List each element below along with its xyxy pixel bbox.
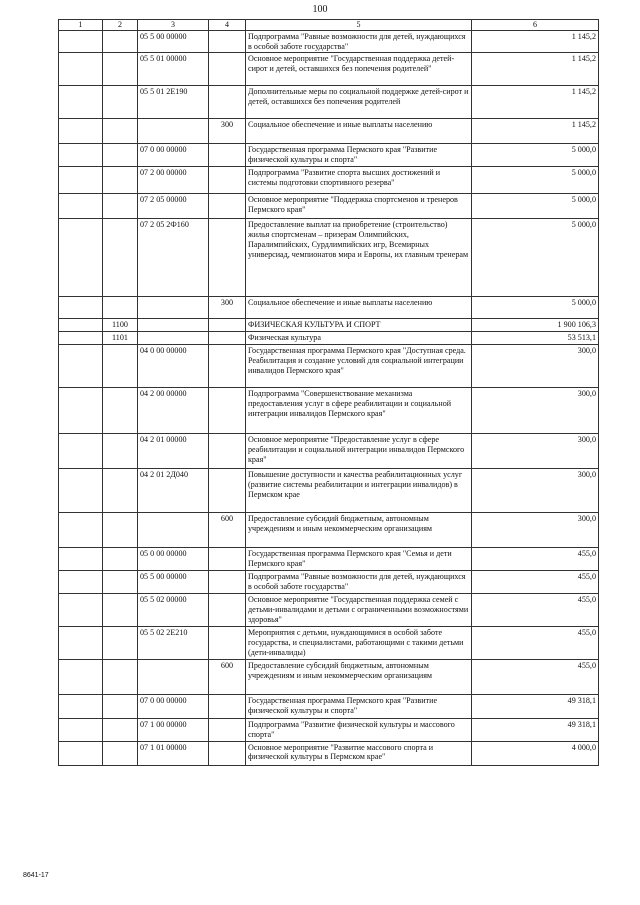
cell-amount: 300,0: [472, 469, 599, 513]
table-row: [59, 345, 599, 388]
header-cell-4: 4: [209, 20, 246, 31]
cell-amount: 455,0: [472, 571, 599, 594]
cell-expense-type: [209, 194, 246, 219]
cell-amount: 1 900 106,3: [472, 319, 599, 332]
cell-code: 05 5 00 00000: [138, 571, 209, 594]
cell-blank: [59, 741, 103, 765]
cell-blank: [59, 332, 103, 345]
cell-amount: 5 000,0: [472, 144, 599, 167]
cell-section: 1100: [103, 319, 138, 332]
cell-code: 04 0 00 00000: [138, 345, 209, 388]
cell-name: Мероприятия с детьми, нуждающимися в особой заботе государства, и специалистами, работающими с такими детьми (дети-инвалиды): [246, 626, 472, 659]
cell-code: 05 5 01 00000: [138, 53, 209, 86]
cell-code: [138, 513, 209, 548]
cell-expense-type: [209, 86, 246, 119]
table-row: [59, 741, 599, 765]
cell-amount: 1 145,2: [472, 86, 599, 119]
table-row: [59, 548, 599, 571]
cell-code: 07 2 05 00000: [138, 194, 209, 219]
header-cell-6: 6: [472, 20, 599, 31]
cell-blank: [59, 434, 103, 469]
cell-expense-type: [209, 434, 246, 469]
cell-amount: 5 000,0: [472, 194, 599, 219]
cell-expense-type: [209, 741, 246, 765]
cell-expense-type: [209, 53, 246, 86]
cell-expense-type: [209, 626, 246, 659]
table-row: [59, 53, 599, 86]
table-row: [59, 434, 599, 469]
table-row: [59, 626, 599, 659]
cell-code: 07 2 00 00000: [138, 167, 209, 194]
cell-name: Дополнительные меры по социальной поддержке детей-сирот и детей, оставшихся без попечения родителей: [246, 86, 472, 119]
table-row: [59, 694, 599, 718]
cell-amount: 455,0: [472, 659, 599, 694]
cell-section: [103, 53, 138, 86]
cell-name: ФИЗИЧЕСКАЯ КУЛЬТУРА И СПОРТ: [246, 319, 472, 332]
cell-section: [103, 626, 138, 659]
table-header-row: [59, 20, 599, 31]
cell-name: Основное мероприятие "Развитие массового спорта и физической культуры в Пермском крае": [246, 741, 472, 765]
table-row: [59, 571, 599, 594]
cell-expense-type: [209, 694, 246, 718]
table-row: [59, 388, 599, 434]
cell-section: [103, 718, 138, 741]
cell-name: Основное мероприятие "Государственная поддержка детей-сирот и детей, оставшихся без попечения родителей": [246, 53, 472, 86]
cell-code: [138, 659, 209, 694]
cell-name: Государственная программа Пермского края "Доступная среда. Реабилитация и создание условий для социальной интеграции инвалидов Пермского края": [246, 345, 472, 388]
header-cell-2: 2: [103, 20, 138, 31]
cell-blank: [59, 626, 103, 659]
cell-amount: 455,0: [472, 626, 599, 659]
cell-amount: 5 000,0: [472, 167, 599, 194]
cell-expense-type: [209, 332, 246, 345]
table-row: [59, 119, 599, 144]
cell-amount: 1 145,2: [472, 30, 599, 53]
cell-code: 05 5 02 2Е210: [138, 626, 209, 659]
cell-blank: [59, 513, 103, 548]
cell-code: [138, 119, 209, 144]
cell-blank: [59, 319, 103, 332]
cell-code: [138, 297, 209, 319]
cell-name: Физическая культура: [246, 332, 472, 345]
cell-section: [103, 144, 138, 167]
cell-blank: [59, 30, 103, 53]
cell-code: 07 0 00 00000: [138, 694, 209, 718]
table-row: [59, 659, 599, 694]
cell-section: [103, 167, 138, 194]
cell-name: Предоставление субсидий бюджетным, автономным учреждениям и иным некоммерческим организациям: [246, 659, 472, 694]
cell-expense-type: [209, 469, 246, 513]
cell-expense-type: 300: [209, 119, 246, 144]
cell-code: 07 1 01 00000: [138, 741, 209, 765]
cell-name: Подпрограмма "Развитие спорта высших достижений и системы подготовки спортивного резерва": [246, 167, 472, 194]
cell-code: [138, 319, 209, 332]
cell-expense-type: 600: [209, 659, 246, 694]
cell-code: 07 2 05 2Ф160: [138, 219, 209, 297]
footer-code: 8641-17: [23, 872, 49, 879]
cell-blank: [59, 548, 103, 571]
cell-name: Государственная программа Пермского края "Развитие физической культуры и спорта": [246, 144, 472, 167]
cell-amount: 49 318,1: [472, 694, 599, 718]
cell-code: 05 5 01 2Е190: [138, 86, 209, 119]
cell-expense-type: [209, 593, 246, 626]
cell-blank: [59, 144, 103, 167]
table-row: [59, 513, 599, 548]
cell-code: 05 5 00 00000: [138, 30, 209, 53]
table-row: [59, 30, 599, 53]
cell-expense-type: 300: [209, 297, 246, 319]
cell-section: [103, 593, 138, 626]
cell-section: [103, 434, 138, 469]
cell-name: Основное мероприятие "Государственная поддержка семей с детьми-инвалидами и детьми с ограниченными возможностями здоровья": [246, 593, 472, 626]
cell-name: Подпрограмма "Развитие физической культуры и массового спорта": [246, 718, 472, 741]
cell-expense-type: [209, 571, 246, 594]
cell-name: Социальное обеспечение и иные выплаты населению: [246, 119, 472, 144]
cell-section: [103, 513, 138, 548]
table-row: [59, 469, 599, 513]
cell-amount: 300,0: [472, 388, 599, 434]
cell-name: Подпрограмма "Совершенствование механизма предоставления услуг в сфере реабилитации и социальной интеграции инвалидов Пермского края": [246, 388, 472, 434]
cell-amount: 300,0: [472, 513, 599, 548]
cell-section: [103, 571, 138, 594]
cell-expense-type: [209, 718, 246, 741]
cell-name: Основное мероприятие "Поддержка спортсменов и тренеров Пермского края": [246, 194, 472, 219]
cell-blank: [59, 297, 103, 319]
cell-amount: 5 000,0: [472, 297, 599, 319]
table-row: [59, 144, 599, 167]
table-row: [59, 86, 599, 119]
table-row: [59, 332, 599, 345]
cell-name: Социальное обеспечение и иные выплаты населению: [246, 297, 472, 319]
cell-expense-type: [209, 388, 246, 434]
cell-expense-type: [209, 319, 246, 332]
cell-blank: [59, 388, 103, 434]
cell-section: [103, 469, 138, 513]
cell-name: Основное мероприятие "Предоставление услуг в сфере реабилитации и социальной интеграции инвалидов Пермского края": [246, 434, 472, 469]
cell-expense-type: [209, 219, 246, 297]
cell-amount: 53 513,1: [472, 332, 599, 345]
budget-table: [58, 19, 599, 766]
cell-blank: [59, 469, 103, 513]
cell-section: [103, 30, 138, 53]
cell-section: [103, 548, 138, 571]
cell-blank: [59, 194, 103, 219]
cell-section: 1101: [103, 332, 138, 345]
cell-amount: 49 318,1: [472, 718, 599, 741]
cell-code: 07 1 00 00000: [138, 718, 209, 741]
table-body: [59, 20, 599, 766]
cell-name: Предоставление субсидий бюджетным, автономным учреждениям и иным некоммерческим организациям: [246, 513, 472, 548]
header-cell-3: 3: [138, 20, 209, 31]
cell-amount: 5 000,0: [472, 219, 599, 297]
cell-section: [103, 119, 138, 144]
cell-name: Подпрограмма "Равные возможности для детей, нуждающихся в особой заботе государства": [246, 571, 472, 594]
cell-section: [103, 345, 138, 388]
cell-blank: [59, 53, 103, 86]
cell-code: 05 5 02 00000: [138, 593, 209, 626]
cell-amount: 1 145,2: [472, 53, 599, 86]
cell-code: 05 0 00 00000: [138, 548, 209, 571]
cell-code: 04 2 01 00000: [138, 434, 209, 469]
cell-section: [103, 659, 138, 694]
cell-amount: 1 145,2: [472, 119, 599, 144]
cell-blank: [59, 345, 103, 388]
table-row: [59, 718, 599, 741]
header-cell-1: 1: [59, 20, 103, 31]
cell-section: [103, 194, 138, 219]
cell-amount: 300,0: [472, 434, 599, 469]
cell-section: [103, 86, 138, 119]
table-row: [59, 297, 599, 319]
cell-blank: [59, 718, 103, 741]
cell-name: Подпрограмма "Равные возможности для детей, нуждающихся в особой заботе государства": [246, 30, 472, 53]
cell-name: Предоставление выплат на приобретение (строительство) жилья спортсменам – призерам Олимпийских, Паралимпийских, Сурдлимпийских игр, Всемирных универсиад, чемпионатов мира и Европы, их главным тренерам: [246, 219, 472, 297]
table-row: [59, 319, 599, 332]
table-row: [59, 219, 599, 297]
cell-amount: 455,0: [472, 548, 599, 571]
cell-blank: [59, 167, 103, 194]
cell-expense-type: [209, 548, 246, 571]
cell-section: [103, 388, 138, 434]
cell-code: 04 2 00 00000: [138, 388, 209, 434]
cell-expense-type: [209, 144, 246, 167]
cell-amount: 300,0: [472, 345, 599, 388]
table-row: [59, 194, 599, 219]
cell-name: Повышение доступности и качества реабилитационных услуг (развитие системы реабилитации и интеграции инвалидов) в Пермском крае: [246, 469, 472, 513]
header-cell-5: 5: [246, 20, 472, 31]
cell-amount: 4 000,0: [472, 741, 599, 765]
table-row: [59, 167, 599, 194]
table-row: [59, 593, 599, 626]
page-number: 100: [312, 4, 328, 15]
cell-expense-type: [209, 30, 246, 53]
cell-code: 07 0 00 00000: [138, 144, 209, 167]
cell-blank: [59, 119, 103, 144]
cell-blank: [59, 571, 103, 594]
cell-blank: [59, 219, 103, 297]
cell-code: [138, 332, 209, 345]
cell-name: Государственная программа Пермского края "Развитие физической культуры и спорта": [246, 694, 472, 718]
cell-expense-type: [209, 345, 246, 388]
cell-section: [103, 219, 138, 297]
cell-name: Государственная программа Пермского края "Семья и дети Пермского края": [246, 548, 472, 571]
cell-amount: 455,0: [472, 593, 599, 626]
cell-blank: [59, 593, 103, 626]
cell-blank: [59, 659, 103, 694]
cell-expense-type: 600: [209, 513, 246, 548]
cell-section: [103, 297, 138, 319]
cell-expense-type: [209, 167, 246, 194]
cell-blank: [59, 694, 103, 718]
cell-section: [103, 694, 138, 718]
cell-blank: [59, 86, 103, 119]
cell-section: [103, 741, 138, 765]
cell-code: 04 2 01 2Д040: [138, 469, 209, 513]
